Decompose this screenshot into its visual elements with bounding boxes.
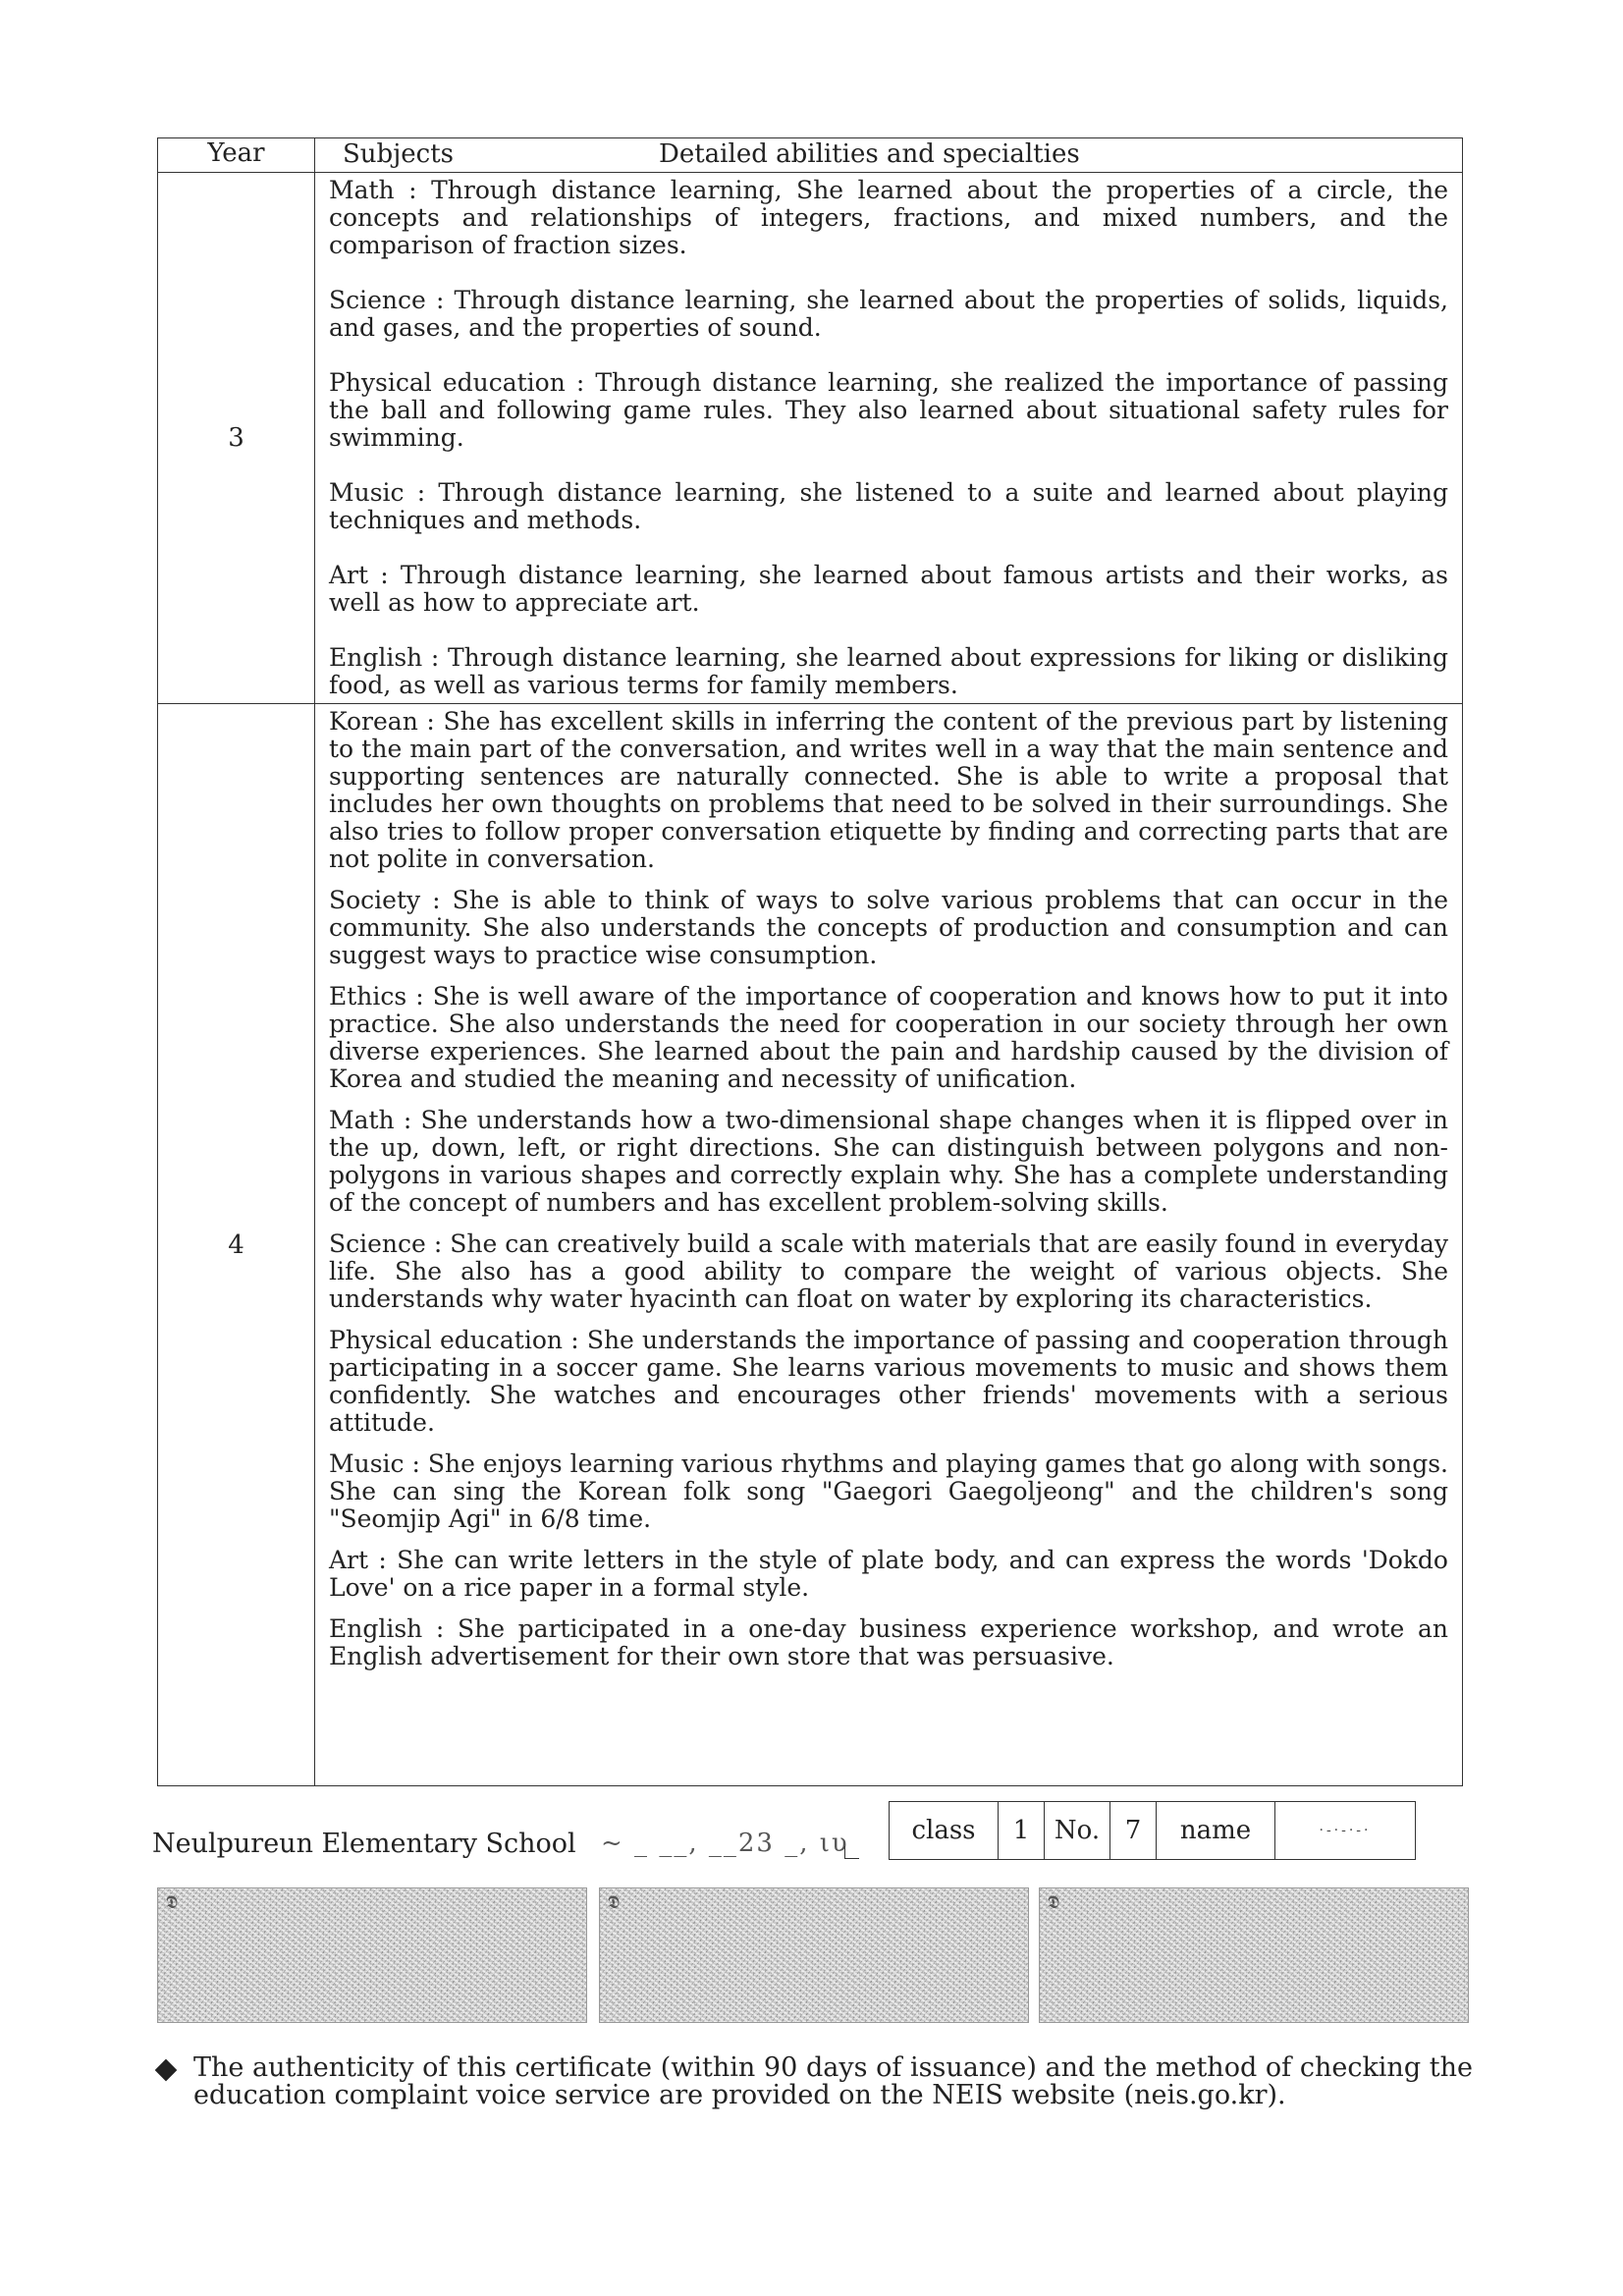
date-bracket-mark <box>844 1846 859 1859</box>
class-value: 1 <box>999 1802 1045 1860</box>
table-header-row <box>158 138 1463 173</box>
strip-mark-icon: 𝕯 <box>166 1892 178 1913</box>
subject-report-table <box>157 137 1463 1786</box>
entry-math: Math : Through distance learning, She learned about the properties of a circle, the concepts and relationships of integers, fractions, and mixed numbers, and the comparison of fraction sizes. <box>329 176 1448 259</box>
issue-date-partial: ~ _ __, __23 _, ιυ <box>601 1829 849 1858</box>
entry-society: Society : She is able to think of ways to solve various problems that can occur in the community. She also understands the concepts of production and consumption and can suggest ways to practice wise consumption. <box>329 886 1448 969</box>
school-name: Neulpureun Elementary School <box>152 1829 576 1859</box>
number-label: No. <box>1045 1802 1110 1860</box>
year-cell: 3 <box>158 173 315 704</box>
entry-science: Science : Through distance learning, she learned about the properties of solids, liquids, and gases, and the properties of sound. <box>329 286 1448 342</box>
entry-korean: Korean : She has excellent skills in inferring the content of the previous part by listening to the main part of the conversation, and writes well in a way that the main sentence and supporting sentences are naturally connected. She is able to write a proposal that includes her own thoughts on problems that need to be solved in their surroundings. She also tries to follow proper conversation etiquette by finding and correcting parts that are not polite in conversation. <box>329 707 1448 873</box>
entry-music: Music : She enjoys learning various rhythms and playing games that go along with songs. She can sing the Korean folk song "Gaegori Gaegoljeong" and the children's song "Seomjip Agi" in 6/8 time. <box>329 1449 1448 1533</box>
table-row-year-3 <box>158 173 1463 704</box>
header-year: Year <box>158 138 315 173</box>
security-pattern-strip <box>157 1887 587 2023</box>
number-value: 7 <box>1110 1802 1157 1860</box>
entry-physical-education: Physical education : She understands the importance of passing and cooperation through participating in a soccer game. She learns various movements to music and shows them confidently. She watches and encourages other friends' movements with a serious attitude. <box>329 1326 1448 1437</box>
authenticity-notice <box>152 2054 1473 2109</box>
diamond-bullet-icon <box>155 2059 178 2082</box>
header-subjects-details <box>315 138 1463 173</box>
security-pattern-strip <box>599 1887 1029 2023</box>
header-details: Detailed abilities and specialties <box>659 139 1080 169</box>
notice-text: The authenticity of this certificate (within 90 days of issuance) and the method of checking the education complaint voice service are provided on the NEIS website (neis.go.kr). <box>193 2052 1473 2110</box>
name-value-redacted: ·-·-·-· <box>1275 1802 1416 1860</box>
class-label: class <box>890 1802 999 1860</box>
student-id-box <box>889 1801 1416 1860</box>
entry-art: Art : She can write letters in the style of plate body, and can express the words 'Dokdo Love' on a rice paper in a formal style. <box>329 1546 1448 1602</box>
subject-details-cell <box>315 173 1463 704</box>
entry-music: Music : Through distance learning, she listened to a suite and learned about playing techniques and methods. <box>329 478 1448 534</box>
entry-english: English : Through distance learning, she learned about expressions for liking or disliking food, as well as various terms for family members. <box>329 643 1448 699</box>
entry-art: Art : Through distance learning, she learned about famous artists and their works, as well as how to appreciate art. <box>329 561 1448 617</box>
entry-science: Science : She can creatively build a scale with materials that are easily found in everyday life. She also has a good ability to compare the weight of various objects. She understands why water hyacinth can float on water by exploring its characteristics. <box>329 1230 1448 1313</box>
name-label: name <box>1157 1802 1275 1860</box>
strip-mark-icon: 𝕯 <box>608 1892 620 1913</box>
table-row-year-4 <box>158 704 1463 1786</box>
subject-details-cell <box>315 704 1463 1786</box>
entry-english: English : She participated in a one-day business experience workshop, and wrote an English advertisement for their own store that was persuasive. <box>329 1614 1448 1670</box>
entry-math: Math : She understands how a two-dimensional shape changes when it is flipped over in the up, down, left, or right directions. She can distinguish between polygons and non-polygons in various shapes and correctly explain why. She has a complete understanding of the concept of numbers and has excellent problem-solving skills. <box>329 1106 1448 1217</box>
year-cell: 4 <box>158 704 315 1786</box>
header-subjects: Subjects <box>343 139 455 169</box>
entry-ethics: Ethics : She is well aware of the importance of cooperation and knows how to put it into practice. She also understands the need for cooperation in our society through her own diverse experiences. She learned about the pain and hardship caused by the division of Korea and studied the meaning and necessity of unification. <box>329 982 1448 1093</box>
security-pattern-strip <box>1039 1887 1469 2023</box>
entry-physical-education: Physical education : Through distance learning, she realized the importance of passing the ball and following game rules. They also learned about situational safety rules for swimming. <box>329 368 1448 452</box>
strip-mark-icon: 𝕯 <box>1048 1892 1059 1913</box>
